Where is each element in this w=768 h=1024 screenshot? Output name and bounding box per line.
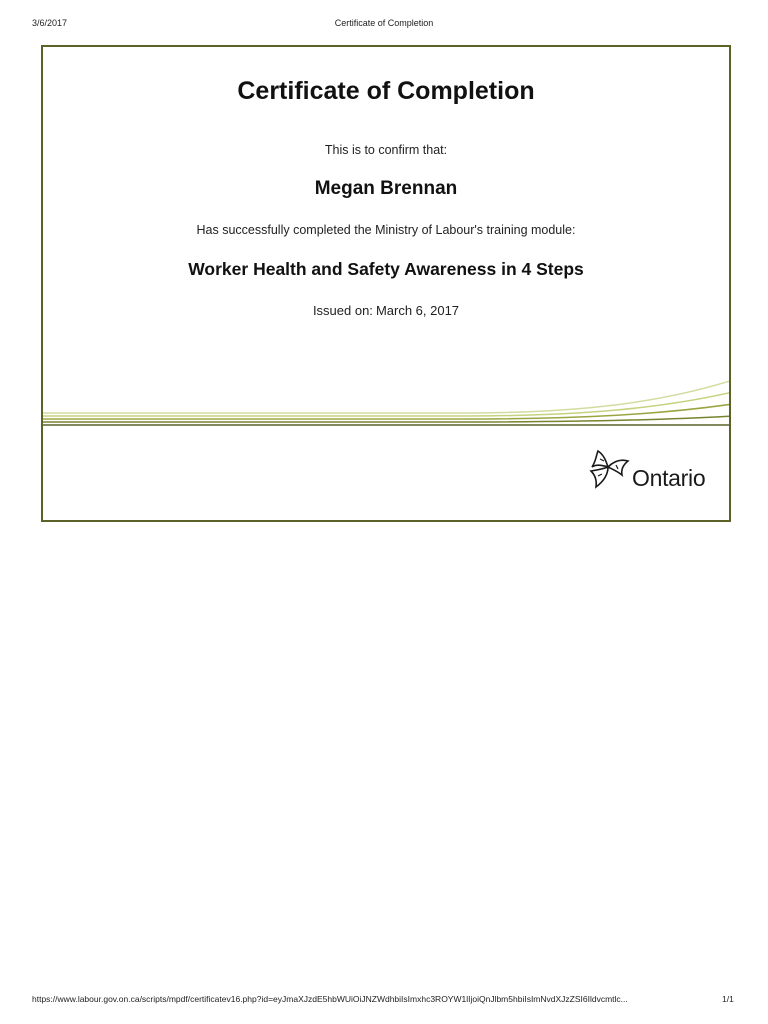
- print-header: [0, 18, 768, 32]
- print-date: 3/6/2017: [32, 18, 68, 28]
- ontario-logo: [588, 447, 723, 497]
- issued-label: Issued on:: [312, 303, 373, 318]
- completed-text: Has successfully completed the Ministry of Labour's training module:: [196, 223, 576, 237]
- recipient-name: Megan Brennan: [314, 178, 458, 199]
- certificate: [41, 45, 731, 522]
- print-title: Certificate of Completion: [334, 18, 434, 28]
- print-url: https://www.labour.gov.on.ca/scripts/mpdf/certificatev16.php?id=eyJmaXJzdE5hbWUiOiJNZWdhbiIsImxhc3ROYW1lIjoiQnJlbm5hbiIsImNvdXJzZSI6Ildvcmtlc...: [32, 994, 628, 1004]
- decorative-swoosh: [43, 372, 731, 432]
- module-name: Worker Health and Safety Awareness in 4 Steps: [188, 259, 584, 279]
- certificate-title: Certificate of Completion: [237, 77, 535, 105]
- page-number: 1/1: [722, 994, 734, 1004]
- confirm-text: This is to confirm that:: [324, 143, 448, 157]
- issued-line: [43, 303, 729, 318]
- trillium-icon: [588, 447, 634, 493]
- print-footer: [0, 994, 768, 1008]
- ontario-wordmark: Ontario: [632, 465, 706, 491]
- issued-date: March 6, 2017: [375, 303, 460, 318]
